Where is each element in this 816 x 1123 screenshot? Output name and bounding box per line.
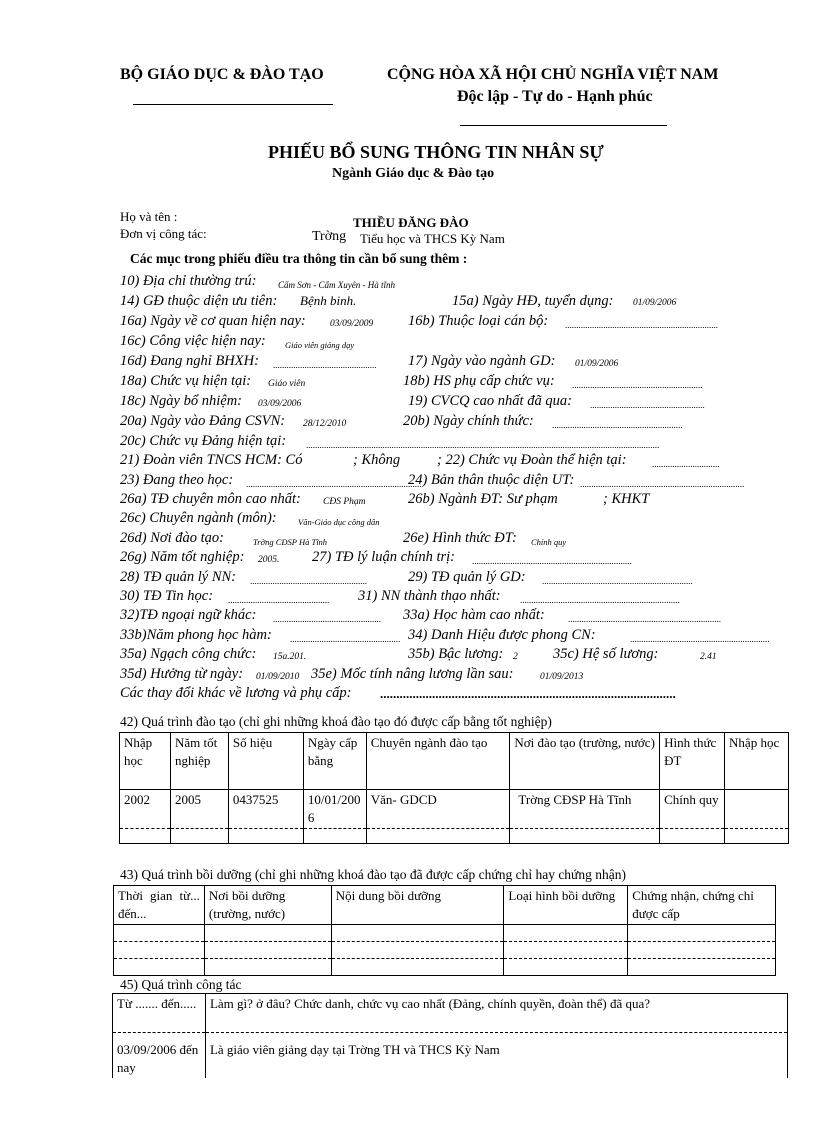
f28-dots: .................................................... <box>250 576 367 586</box>
f35a-label: 35a) Ngạch công chức: <box>120 646 257 662</box>
f18c-label: 18c) Ngày bổ nhiệm: <box>120 393 243 409</box>
f30-label: 30) TĐ Tin học: <box>120 588 214 604</box>
f24-dots: ......................................................................... <box>580 479 745 489</box>
cell-lam-gi: Là giáo viên giảng dạy tại Trờng TH và THCS Kỳ Nam <box>205 1033 787 1079</box>
f29-dots: ................................................................... <box>542 576 693 586</box>
table-row-empty <box>114 959 776 976</box>
col-noi-dao-tao: Nơi đào tạo (trường, nước) <box>510 733 660 790</box>
col-so-hieu: Số hiệu <box>228 733 303 790</box>
f19-label: 19) CVCQ cao nhất đã qua: <box>408 393 572 409</box>
f18a-value: Giáo viên <box>268 379 306 389</box>
f35a-value: 15a.201. <box>273 652 307 662</box>
form-subtitle: Ngành Giáo dục & Đào tạo <box>332 166 495 181</box>
f33a-label: 33a) Học hàm cao nhất: <box>403 607 545 623</box>
f30-dots: ............................................. <box>228 595 330 605</box>
table-row <box>113 1033 788 1079</box>
f23-dots: .............................................................................. <box>246 479 422 489</box>
cell-nhap-hoc: 2002 <box>120 790 171 829</box>
col-nam-tot-nghiep: Năm tốt nghiệp <box>170 733 228 790</box>
fostering-table-header <box>114 886 776 925</box>
training-table <box>119 732 789 844</box>
f16a-label: 16a) Ngày về cơ quan hiện nay: <box>120 313 306 329</box>
republic-name: CỘNG HÒA XÃ HỘI CHỦ NGHĨA VIỆT NAM <box>387 66 719 83</box>
motto: Độc lập - Tự do - Hạnh phúc <box>457 88 653 105</box>
f26e-label: 26e) Hình thức ĐT: <box>403 530 517 546</box>
f26d-label: 26d) Nơi đào tạo: <box>120 530 224 546</box>
f26b-khkt: ; KHKT <box>603 491 650 507</box>
f26c-value: Văn-Giáo dục công dân <box>298 517 380 527</box>
f34-dots: .............................................................. <box>630 634 770 644</box>
f16d-label: 16d) Đang nghỉ BHXH: <box>120 353 259 369</box>
work-history-table <box>112 993 788 1078</box>
f20a-label: 20a) Ngày vào Đảng CSVN: <box>120 413 286 429</box>
f16b-dots: .................................................................... <box>565 320 718 330</box>
f10-label: 10) Địa chỉ thường trú: <box>120 273 257 289</box>
f33a-dots: .................................................................... <box>568 614 721 624</box>
table-row <box>120 790 789 829</box>
col-nhap-hoc-2: Nhập học <box>725 733 789 790</box>
f33b-label: 33b)Năm phong học hàm: <box>120 627 272 643</box>
f26e-value: Chính quy <box>531 537 567 547</box>
f27-dots: ....................................................................... <box>472 556 632 566</box>
f26a-label: 26a) TĐ chuyên môn cao nhất: <box>120 491 301 507</box>
section42-title: 42) Quá trình đào tạo (chỉ ghi những khoá đào tạo đó được cấp bằng tốt nghiệp) <box>120 714 552 729</box>
table-row-empty <box>114 925 776 942</box>
f27-label: 27) TĐ lý luận chính trị: <box>312 549 455 565</box>
name-value: THIỀU ĐĂNG ĐÀO <box>353 215 469 230</box>
f35c-value: 2.41 <box>700 652 717 662</box>
f22-label: ; 22) Chức vụ Đoàn thể hiện tại: <box>437 452 627 468</box>
cell-noi-dao-tao: Trờng CĐSP Hà Tĩnh <box>510 790 660 829</box>
cell-nhap-hoc-2 <box>725 790 789 829</box>
cell-nam-tot-nghiep: 2005 <box>170 790 228 829</box>
f35b-label: 35b) Bậc lương: <box>408 646 504 662</box>
f32-dots: ................................................ <box>273 614 381 624</box>
f21-khong: ; Không <box>353 452 401 468</box>
f17-label: 17) Ngày vào ngành GD: <box>408 353 556 369</box>
f17-value: 01/09/2006 <box>575 359 619 369</box>
f24-label: 24) Bản thân thuộc diện UT: <box>408 472 575 488</box>
unit-label: Đơn vị công tác: <box>120 226 207 241</box>
f35d-value: 01/09/2010 <box>256 672 300 682</box>
f33b-dots: ................................................. <box>290 634 401 644</box>
cell-hinh-thuc: Chính quy <box>660 790 725 829</box>
training-table-header <box>120 733 789 790</box>
f18a-label: 18a) Chức vụ hiện tại: <box>120 373 252 389</box>
table-row-empty <box>120 829 789 844</box>
f26a-value: CĐS Phạm <box>323 497 366 507</box>
col-hinh-thuc: Hình thức ĐT <box>660 733 725 790</box>
f26g-label: 26g) Năm tốt nghiệp: <box>120 549 245 565</box>
col-chung-nhan: Chứng nhận, chứng chỉ được cấp <box>628 886 776 925</box>
f20c-dots: ............................................................................................................................................................. <box>306 440 660 450</box>
f20b-label: 20b) Ngày chính thức: <box>403 413 534 429</box>
f15a-value: 01/09/2006 <box>633 298 677 308</box>
f16b-label: 16b) Thuộc loại cán bộ: <box>408 313 549 329</box>
f26b-label: 26b) Ngành ĐT: Sư phạm <box>408 491 558 507</box>
f26c-label: 26c) Chuyên ngành (môn): <box>120 510 277 526</box>
unit-value: Tiểu học và THCS Kỳ Nam <box>360 231 505 246</box>
form-title: PHIẾU BỔ SUNG THÔNG TIN NHÂN SỰ <box>268 142 604 162</box>
unit-value-t: Trờng <box>312 229 347 244</box>
f35e-value: 01/09/2013 <box>540 672 584 682</box>
f20c-label: 20c) Chức vụ Đảng hiện tại: <box>120 433 287 449</box>
intro-text: Các mục trong phiếu điều tra thông tin cần bổ sung thêm : <box>130 251 468 266</box>
f32-label: 32)TĐ ngoại ngữ khác: <box>120 607 257 623</box>
f35e-label: 35e) Mốc tính nâng lương lần sau: <box>311 666 514 682</box>
f29-label: 29) TĐ quản lý GD: <box>408 569 526 585</box>
table-row-empty <box>114 942 776 959</box>
f21-label: 21) Đoàn viên TNCS HCM: Có <box>120 452 303 468</box>
changes-label: Các thay đổi khác về lương và phụ cấp: <box>120 685 352 701</box>
f18b-dots: .......................................................... <box>572 380 703 390</box>
f16c-label: 16c) Công việc hiện nay: <box>120 333 266 349</box>
changes-dots: ........................................................................................... <box>380 686 676 701</box>
section45-title: 45) Quá trình công tác <box>120 977 242 992</box>
f14-value: Bệnh binh. <box>300 293 357 308</box>
f26d-value: Trờng CĐSP Hà Tĩnh <box>253 537 328 547</box>
f18c-value: 03/09/2006 <box>258 399 302 409</box>
f28-label: 28) TĐ quản lý NN: <box>120 569 236 585</box>
f35b-value: 2 <box>513 652 518 662</box>
f35d-label: 35d) Hưởng từ ngày: <box>120 666 244 682</box>
col-thoi-gian: Thời gian từ... đến... <box>114 886 205 925</box>
f20a-value: 28/12/2010 <box>303 419 347 429</box>
motto-underline <box>460 125 667 126</box>
f31-label: 31) NN thành thạo nhất: <box>358 588 501 604</box>
cell-tu-den: 03/09/2006 đến nay <box>113 1033 206 1079</box>
f15a-label: 15a) Ngày HĐ, tuyển dụng: <box>452 293 614 309</box>
col-nhap-hoc: Nhập học <box>120 733 171 790</box>
f10-value: Cẩm Sơn - Cẩm Xuyên - Hà tĩnh <box>278 280 396 290</box>
col-lam-gi: Làm gì? ở đâu? Chức danh, chức vụ cao nhất (Đảng, chính quyền, đoàn thể) đã qua? <box>205 994 787 1033</box>
f26g-value: 2005. <box>258 555 280 565</box>
f23-label: 23) Đang theo học: <box>120 472 234 488</box>
f18b-label: 18b) HS phụ cấp chức vụ: <box>403 373 555 389</box>
name-label: Họ và tên : <box>120 209 178 224</box>
col-ngay-cap-bang: Ngày cấp bằng <box>303 733 366 790</box>
work-history-header <box>113 994 788 1033</box>
f16d-dots: .............................................. <box>273 360 377 370</box>
f19-dots: ................................................... <box>590 400 705 410</box>
col-tu-den: Từ ....... đến..... <box>113 994 206 1033</box>
col-noi-dung: Nội dung bồi dưỡng <box>331 886 504 925</box>
cell-ngay-cap-bang: 10/01/2006 <box>303 790 366 829</box>
f34-label: 34) Danh Hiệu được phong CN: <box>408 627 596 643</box>
ministry-name: BỘ GIÁO DỤC & ĐÀO TẠO <box>120 66 324 83</box>
f31-dots: ....................................................................... <box>520 595 680 605</box>
cell-so-hieu: 0437525 <box>228 790 303 829</box>
f20b-dots: .......................................................... <box>552 420 683 430</box>
f16a-value: 03/09/2009 <box>330 319 374 329</box>
col-noi-boi-duong: Nơi bồi dưỡng (trường, nước) <box>204 886 331 925</box>
f14-label: 14) GĐ thuộc diện ưu tiên: <box>120 293 278 309</box>
ministry-underline <box>133 104 333 105</box>
col-chuyen-nganh: Chuyên ngành đào tạo <box>366 733 510 790</box>
cell-chuyen-nganh: Văn- GDCD <box>366 790 510 829</box>
col-loai-hinh: Loại hình bồi dưỡng <box>504 886 628 925</box>
f16c-value: Giáo viên giảng dạy <box>285 340 355 350</box>
f22-dots: .............................. <box>652 459 720 469</box>
fostering-table <box>113 885 776 976</box>
section43-title: 43) Quá trình bồi dưỡng (chỉ ghi những khoá đào tạo đã được cấp chứng chỉ hay chứng nhận) <box>120 867 626 882</box>
f35c-label: 35c) Hệ số lương: <box>553 646 659 662</box>
